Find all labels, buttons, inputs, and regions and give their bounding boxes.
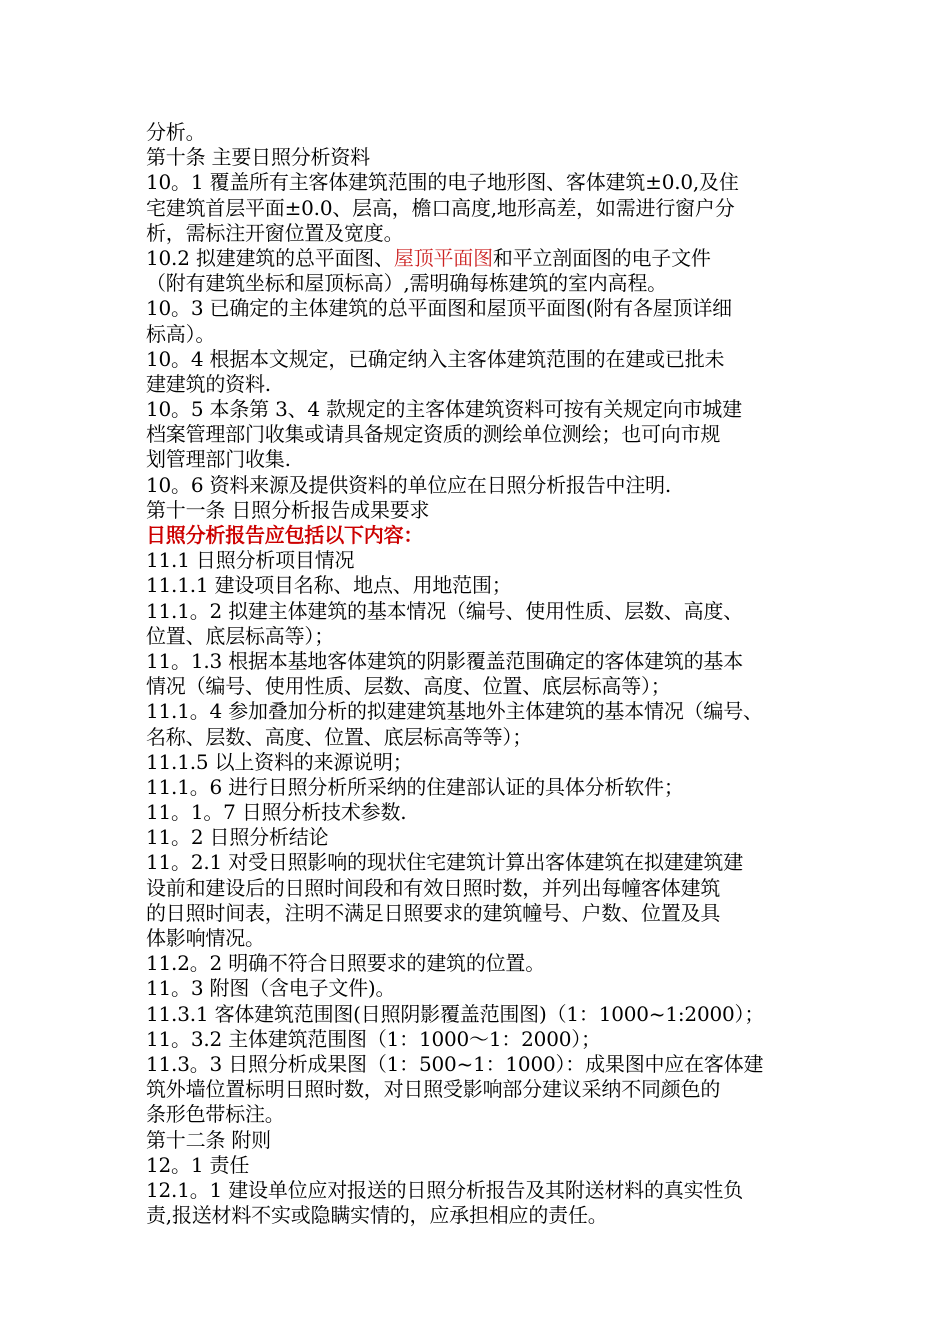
text-line: 11。1。7 日照分析技术参数.: [146, 800, 407, 825]
text-line: 名称、层数、高度、位置、底层标高等等）；: [146, 724, 532, 749]
text-line: 11.1。6 进行日照分析所采纳的住建部认证的具体分析软件；: [146, 774, 684, 799]
text-line: 10。3 已确定的主体建筑的总平面图和屋顶平面图(附有各屋顶详细: [146, 296, 732, 321]
document-body: [146, 120, 816, 1228]
text-line: 11.1 日照分析项目情况: [146, 548, 355, 573]
text-line: 10。5 本条第 3、4 款规定的主客体建筑资料可按有关规定向市城建: [146, 397, 742, 422]
text-line: 第十条 主要日照分析资料: [146, 145, 370, 170]
text-line: 11。2.1 对受日照影响的现状住宅建筑计算出客体建筑在拟建建筑建: [146, 850, 744, 875]
text-line: 第十二条 附则: [146, 1127, 271, 1152]
text-segment: 和平立剖面图的电子文件: [492, 245, 711, 270]
text-line: （附有建筑坐标和屋顶标高）,需明确每栋建筑的室内高程。: [146, 271, 667, 296]
text-line: 11.1.5 以上资料的来源说明；: [146, 749, 413, 774]
text-line: 体影响情况。: [146, 926, 265, 950]
text-line: 11。2 日照分析结论: [146, 825, 329, 850]
text-line: 筑外墙位置标明日照时数，对日照受影响部分建议采纳不同颜色的: [146, 1077, 721, 1102]
text-line: 10。4 根据本文规定，已确定纳入主客体建筑范围的在建或已批未: [146, 346, 725, 371]
text-line: 12.1。1 建设单位应对报送的日照分析报告及其附送材料的真实性负: [146, 1177, 744, 1202]
text-line: 设前和建设后的日照时间段和有效日照时数，并列出每幢客体建筑: [146, 875, 721, 900]
text-line: 10。1 覆盖所有主客体建筑范围的电子地形图、客体建筑±0.0,及住: [146, 170, 739, 195]
text-line: 11.3.1 客体建筑范围图(日照阴影覆盖范围图)（1：1000~1:2000）；: [146, 1001, 765, 1026]
text-line: 12。1 责任: [146, 1152, 250, 1177]
text-segment: 10.2 拟建建筑的总平面图、: [146, 245, 394, 270]
text-line: 档案管理部门收集或请具备规定资质的测绘单位测绘；也可向市规: [146, 422, 721, 447]
text-line: 11.3。3 日照分析成果图（1：500~1：1000）：成果图中应在客体建: [146, 1051, 764, 1076]
highlighted-term: 屋顶平面图: [393, 245, 493, 270]
text-line: 标高）。: [146, 321, 216, 346]
text-line: 析，需标注开窗位置及宽度。: [146, 220, 404, 245]
text-line: 11。3.2 主体建筑范围图（1：1000～1：2000）；: [146, 1026, 601, 1051]
text-line: 11.1。4 参加叠加分析的拟建建筑基地外主体建筑的基本情况（编号、: [146, 699, 763, 724]
text-line: 11.1。2 拟建主体建筑的基本情况（编号、使用性质、层数、高度、: [146, 598, 744, 623]
text-line: [146, 523, 816, 548]
text-line: 责,报送材料不实或隐瞒实情的，应承担相应的责任。: [146, 1203, 608, 1228]
text-line: 宅建筑首层平面±0.0、层高，檐口高度,地形高差，如需进行窗户分: [146, 195, 735, 220]
text-line: 情况（编号、使用性质、层数、高度、位置、底层标高等）；: [146, 674, 671, 699]
text-line: 10。6 资料来源及提供资料的单位应在日照分析报告中注明.: [146, 472, 672, 497]
text-line: 划管理部门收集.: [146, 447, 291, 472]
text-line: 条形色带标注。: [146, 1102, 285, 1127]
text-line: 11。3 附图（含电子文件)。: [146, 976, 396, 1001]
section-heading: 日照分析报告应包括以下内容：: [146, 523, 424, 547]
text-line: 第十一条 日照分析报告成果要求: [146, 497, 430, 522]
text-line: 分析。: [146, 120, 206, 144]
text-line: 11。1.3 根据本基地客体建筑的阴影覆盖范围确定的客体建筑的基本: [146, 648, 744, 673]
text-line: 位置、底层标高等）；: [146, 623, 334, 648]
text-line: [146, 246, 816, 271]
text-line: 的日照时间表，注明不满足日照要求的建筑幢号、户数、位置及具: [146, 900, 721, 925]
text-line: 建建筑的资料.: [146, 371, 271, 396]
text-line: 11.2。2 明确不符合日照要求的建筑的位置。: [146, 951, 546, 976]
text-line: 11.1.1 建设项目名称、地点、用地范围；: [146, 573, 512, 598]
